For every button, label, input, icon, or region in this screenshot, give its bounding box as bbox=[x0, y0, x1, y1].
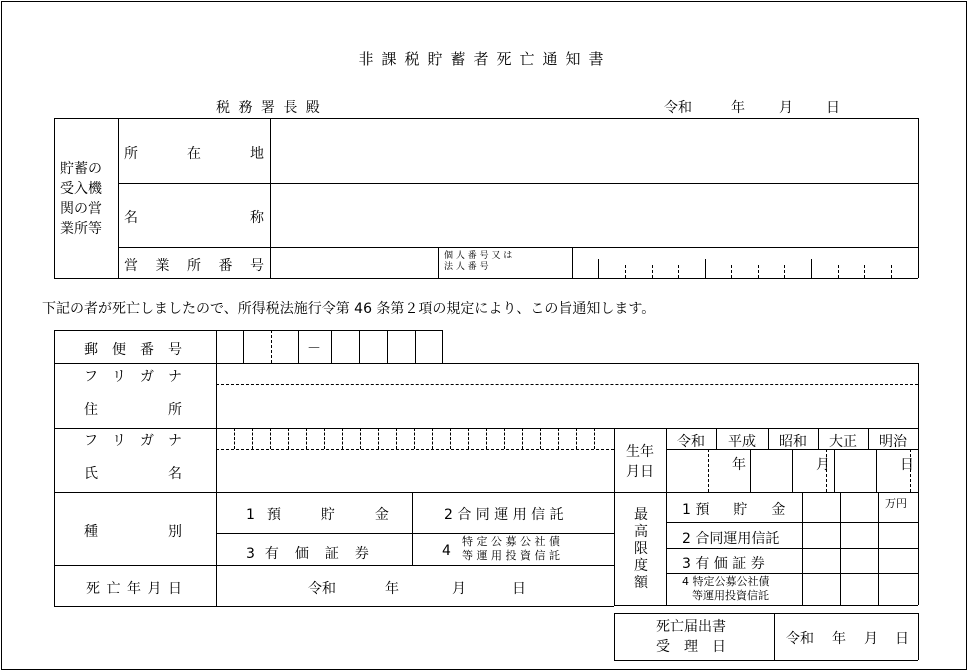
header-date-day: 日 bbox=[826, 100, 840, 116]
birth-year-unit: 年 bbox=[732, 457, 746, 473]
receipt-date-era: 令和 bbox=[786, 631, 814, 647]
header-date-era: 令和 bbox=[664, 100, 692, 116]
max-limit-label: 最 高 限 度 額 bbox=[634, 507, 648, 591]
corp-number-label: 個 人 番 号 又 は 法 人 番 号 bbox=[444, 251, 513, 272]
birth-month-unit: 月 bbox=[816, 457, 830, 473]
birth-era-reiwa: 令和 bbox=[677, 434, 705, 450]
max-limit-row-2: 2 合同運用信託 bbox=[682, 531, 780, 547]
birth-era-showa: 昭和 bbox=[779, 434, 807, 450]
receipt-label: 死亡届出書 受 理 日 bbox=[656, 619, 726, 655]
type-option-3: 3 有 価 証 券 bbox=[246, 546, 369, 562]
birth-era-heisei: 平成 bbox=[728, 434, 756, 450]
receipt-date-year: 年 bbox=[832, 631, 846, 647]
address-furigana-label: フ リ ガ ナ bbox=[84, 369, 182, 385]
type-option-2: 2 合 同 運 用 信 託 bbox=[444, 507, 564, 523]
form-title: 非課税貯蓄者死亡通知書 bbox=[358, 50, 612, 68]
person-name-label: 氏 名 bbox=[84, 466, 182, 482]
receipt-date-month: 月 bbox=[864, 631, 878, 647]
birth-date-label: 生年 月日 bbox=[626, 444, 654, 480]
address-label: 住 所 bbox=[84, 402, 182, 418]
postal-dash: － bbox=[307, 341, 321, 357]
type-option-4-number: 4 bbox=[442, 543, 451, 559]
receipt-date-day: 日 bbox=[895, 631, 909, 647]
branch-number-label: 営 業 所 番 号 bbox=[124, 258, 264, 274]
birth-era-meiji: 明治 bbox=[879, 434, 907, 450]
death-date-year: 年 bbox=[385, 581, 399, 597]
type-option-4: 特 定 公 募 公 社 債 等 運 用 投 資 信 託 bbox=[462, 535, 560, 562]
institution-section-label: 貯蓄の 受入機 関の営 業所等 bbox=[60, 161, 102, 237]
type-label: 種 別 bbox=[84, 524, 182, 540]
death-date-month: 月 bbox=[452, 581, 466, 597]
addressee-label: 税 務 署 長 殿 bbox=[216, 100, 322, 116]
max-limit-unit: 万円 bbox=[885, 497, 907, 510]
max-limit-row-4: 4 特定公募公社債 等運用投資信託 bbox=[682, 575, 770, 602]
name-furigana-label: フ リ ガ ナ bbox=[84, 433, 182, 449]
header-date-year: 年 bbox=[731, 100, 745, 116]
location-label: 所 在 地 bbox=[124, 146, 264, 162]
death-date-day: 日 bbox=[512, 581, 526, 597]
name-label: 名 称 bbox=[124, 210, 264, 226]
birth-day-unit: 日 bbox=[900, 457, 914, 473]
max-limit-row-3: 3 有 価 証 券 bbox=[682, 556, 765, 572]
postal-label: 郵 便 番 号 bbox=[84, 342, 182, 358]
death-date-era: 令和 bbox=[308, 581, 336, 597]
type-option-1: 1 預 貯 金 bbox=[246, 507, 389, 523]
notification-form bbox=[1, 1, 967, 670]
birth-era-taisho: 大正 bbox=[829, 434, 857, 450]
max-limit-row-1: 1 預 貯 金 bbox=[682, 502, 786, 518]
header-date-month: 月 bbox=[779, 100, 793, 116]
death-date-label: 死 亡 年 月 日 bbox=[86, 581, 182, 597]
notice-sentence: 下記の者が死亡しましたので、所得税法施行令第 46 条第２項の規定により、この旨通知します。 bbox=[42, 301, 656, 317]
